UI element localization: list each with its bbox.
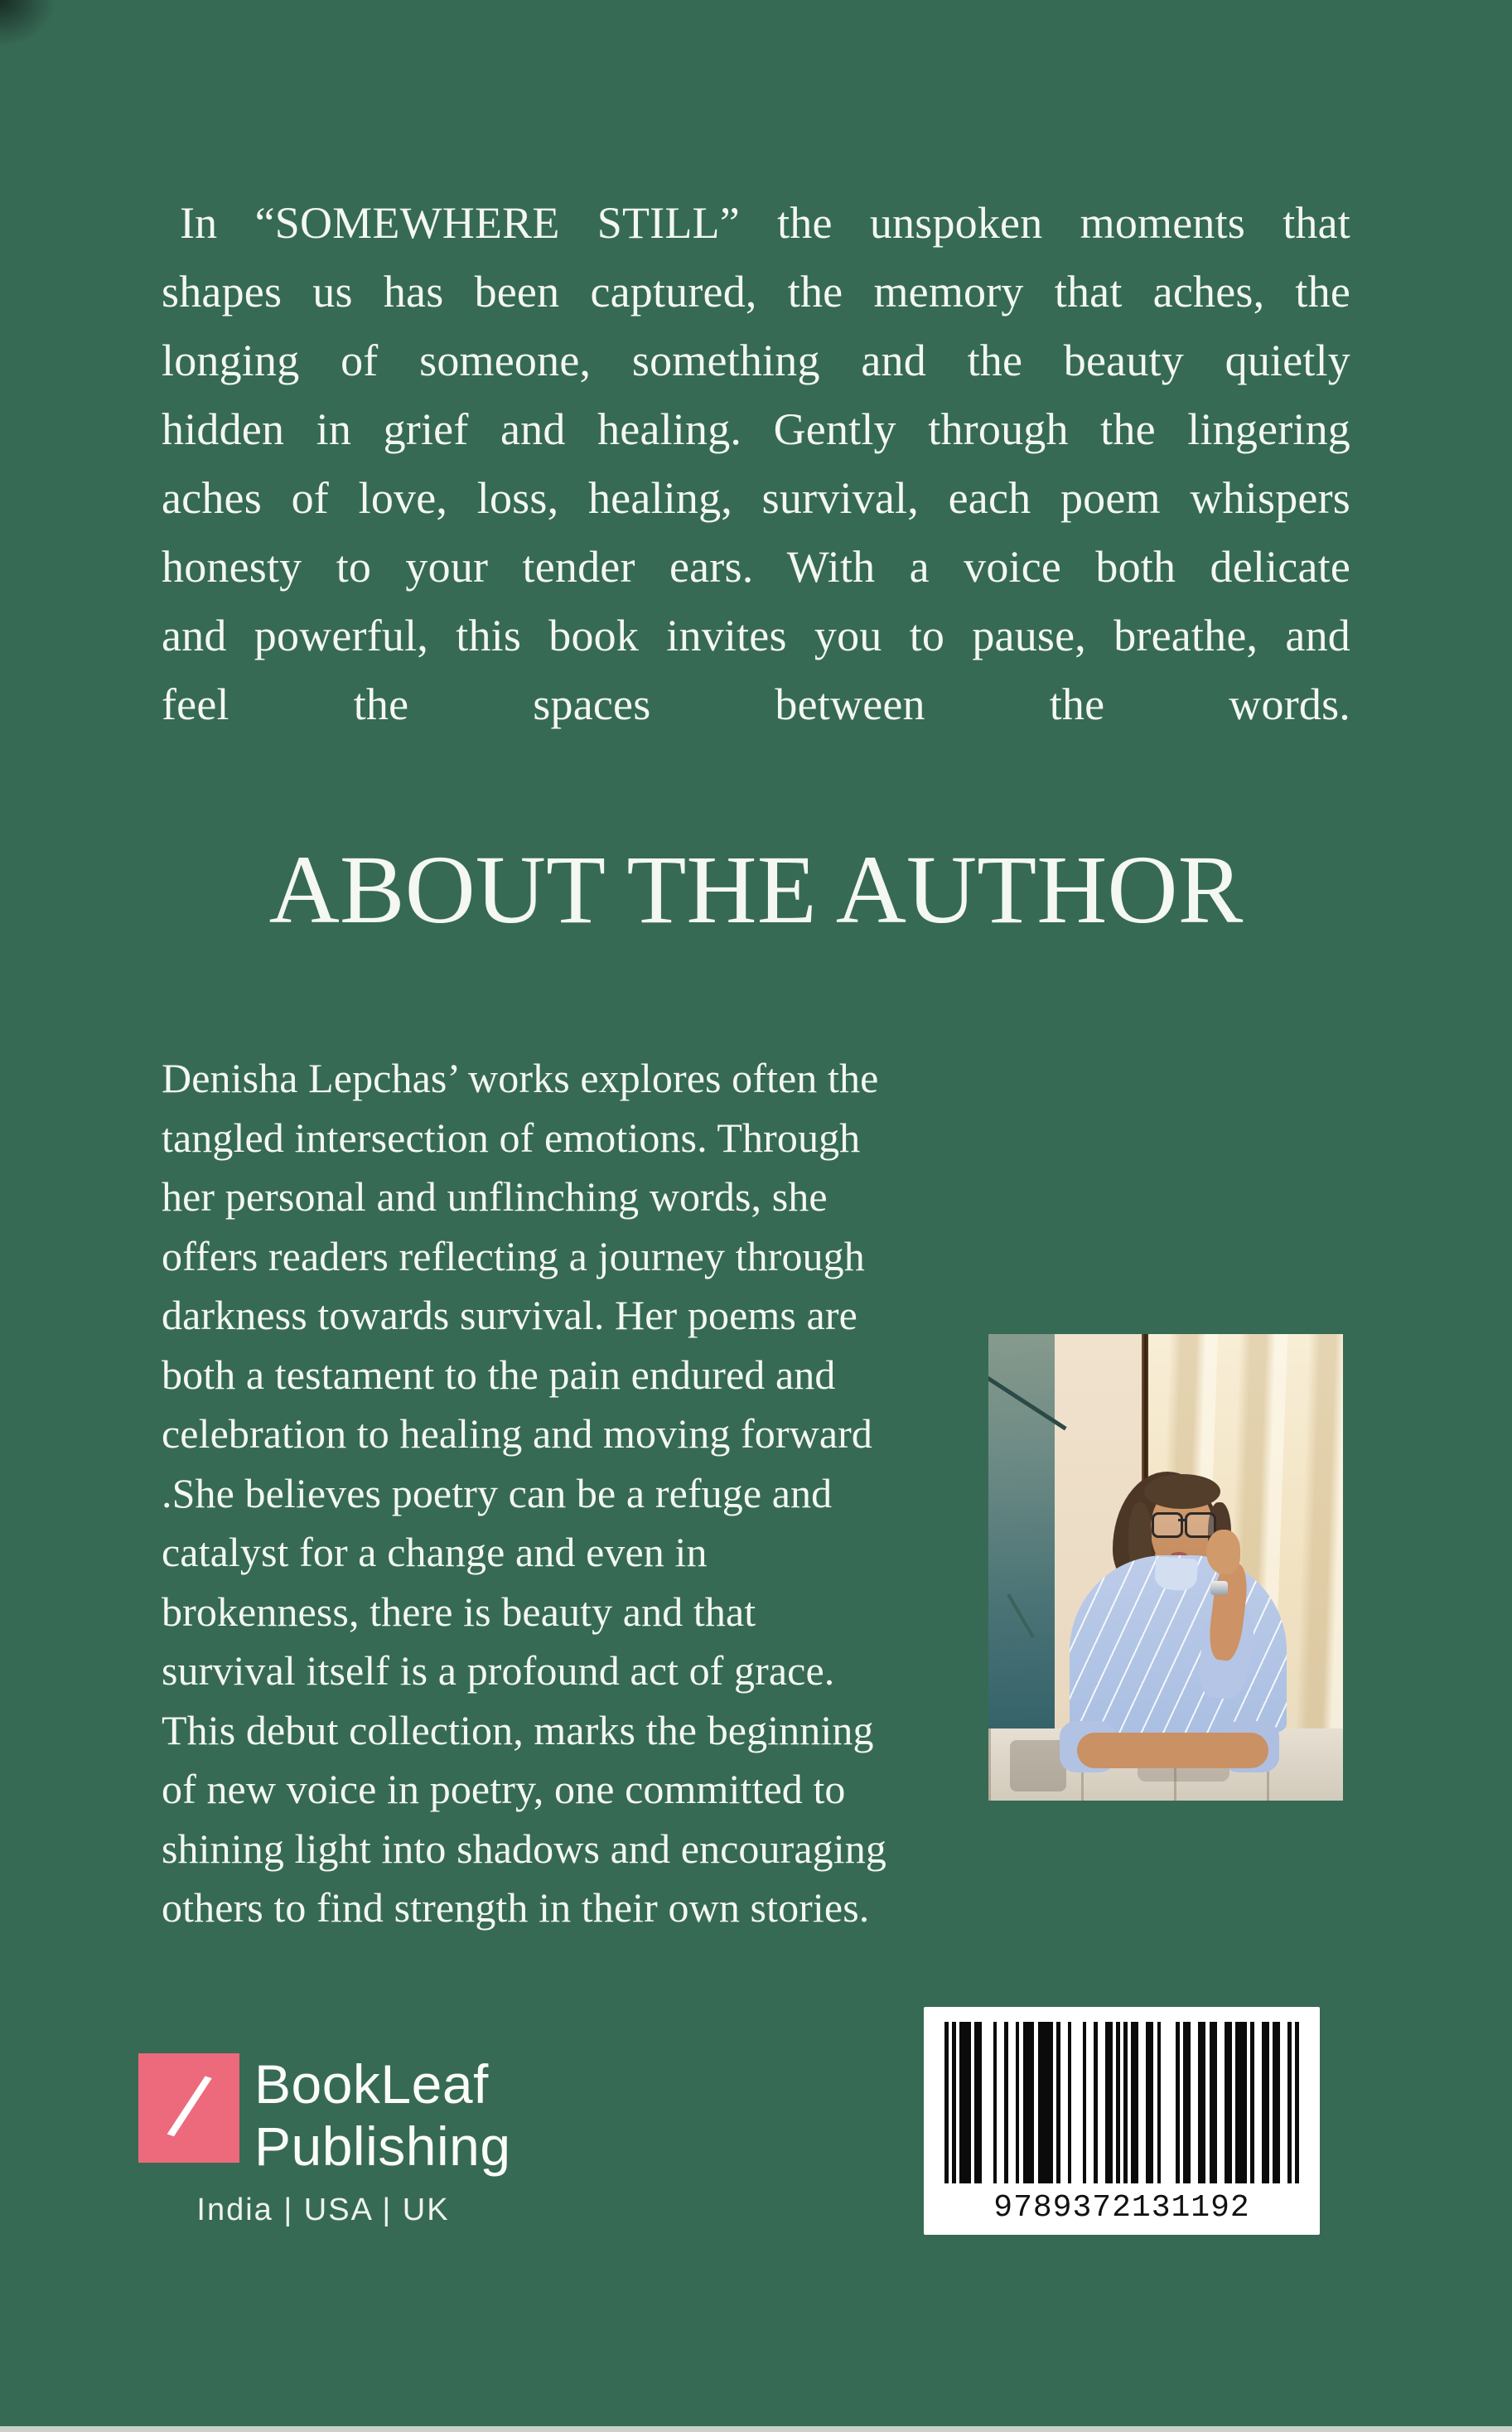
bookleaf-logo-icon <box>138 2053 239 2163</box>
synopsis-line: honesty to your tender ears. With a voice both delicate <box>162 542 1350 592</box>
barcode-bar <box>1295 2022 1299 2183</box>
synopsis-line: feel the spaces between the words. <box>162 679 1350 729</box>
synopsis-line: and powerful, this book invites you to pause, breathe, and <box>162 611 1350 660</box>
publisher-name <box>254 2053 511 2178</box>
author-bio <box>162 1049 998 1938</box>
bio-line: tangled intersection of emotions. Through <box>162 1114 861 1161</box>
synopsis-paragraph <box>162 189 1350 739</box>
person-hair-fringe <box>1144 1474 1220 1509</box>
page-bottom-edge <box>0 2426 1512 2432</box>
person-hand <box>1206 1530 1240 1574</box>
publisher-name-line2: Publishing <box>254 2115 511 2177</box>
bio-line: brokenness, there is beauty and that <box>162 1588 756 1635</box>
bio-line: her personal and unflinching words, she <box>162 1173 828 1220</box>
barcode <box>924 2007 1320 2235</box>
bio-line: darkness towards survival. Her poems are <box>162 1292 857 1338</box>
person-glasses <box>1150 1512 1214 1533</box>
publisher-block <box>138 2053 511 2228</box>
glasses-left-lens <box>1152 1512 1183 1538</box>
bio-line: shining light into shadows and encouraging <box>162 1825 886 1872</box>
publisher-regions: India | USA | UK <box>196 2193 450 2227</box>
synopsis-line: In “SOMEWHERE STILL” the unspoken moments that <box>180 198 1350 248</box>
bio-line: .She believes poetry can be a refuge and <box>162 1469 833 1516</box>
person-watch <box>1210 1581 1228 1595</box>
synopsis-line: hidden in grief and healing. Gently through the lingering <box>162 404 1350 454</box>
barcode-number: 9789372131192 <box>993 2190 1250 2226</box>
bio-line: catalyst for a change and even in <box>162 1529 708 1575</box>
bio-line: This debut collection, marks the beginning <box>162 1706 874 1753</box>
synopsis-line: aches of love, loss, healing, survival, each poem whispers <box>162 473 1350 523</box>
bio-line: Denisha Lepchas’ works explores often the <box>162 1055 879 1101</box>
synopsis-line: shapes us has been captured, the memory that aches, the <box>162 267 1350 317</box>
barcode-bars <box>944 2022 1299 2183</box>
glasses-bridge <box>1178 1519 1185 1521</box>
about-the-author-heading: ABOUT THE AUTHOR <box>268 835 1244 944</box>
bio-line: survival itself is a profound act of grace. <box>162 1647 835 1694</box>
publisher-name-line1: BookLeaf <box>254 2053 489 2115</box>
bio-line: of new voice in poetry, one committed to <box>162 1766 846 1812</box>
photo-table-print <box>1010 1740 1066 1791</box>
synopsis-line: longing of someone, something and the beauty quietly <box>162 336 1350 385</box>
bio-line: others to find strength in their own stories. <box>162 1884 870 1931</box>
bio-line: both a testament to the pain endured and <box>162 1351 836 1398</box>
person-shirt-collar <box>1154 1556 1199 1592</box>
bio-line: celebration to healing and moving forward <box>162 1410 872 1457</box>
corner-shadow <box>0 0 58 48</box>
bio-line: offers readers reflecting a journey through <box>162 1232 865 1279</box>
person-forearms <box>1077 1733 1268 1767</box>
publisher-logo-row <box>138 2053 511 2178</box>
author-photo <box>988 1334 1343 1801</box>
photo-teal-panel <box>988 1334 1055 1731</box>
slash-icon: / <box>161 2055 217 2160</box>
